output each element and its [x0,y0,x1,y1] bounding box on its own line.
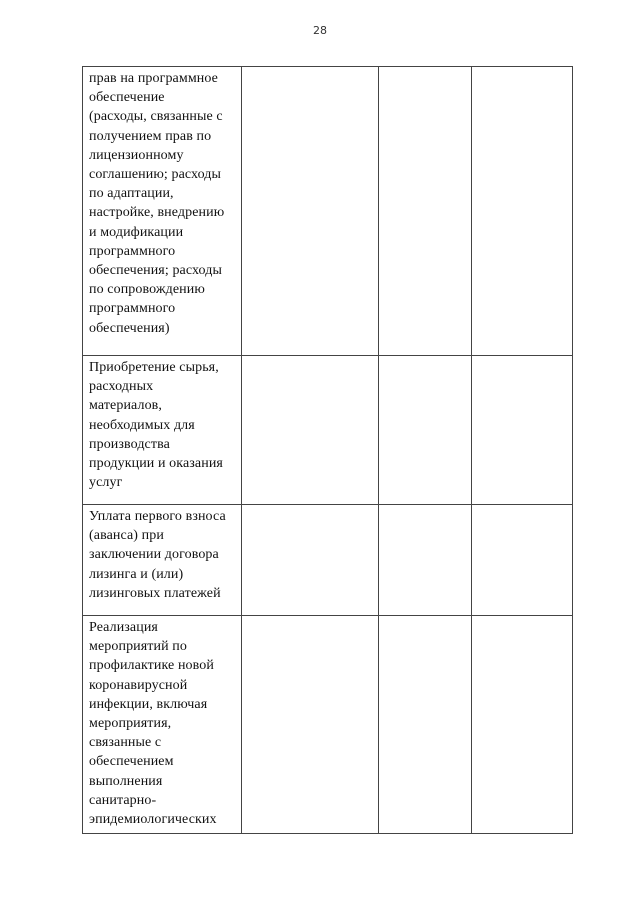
value-cell [242,67,379,356]
value-cell [472,356,573,505]
row-label: Реализация мероприятий по профилактике новой коронавирусной инфекции, включая мероприятия, связанные с обеспечением выполнения санитарно- эпидемиологических [89,620,217,828]
value-cell [472,616,573,834]
row-label-cell [83,67,242,356]
row-label: Приобретение сырья, расходных материалов, необходимых для производства продукции и оказания услуг [89,360,223,491]
page-number: 28 [313,24,327,37]
value-cell [379,356,472,505]
value-cell [472,67,573,356]
table-row [83,67,573,356]
table-row [83,616,573,834]
value-cell [242,505,379,616]
row-label-cell [83,505,242,616]
row-label-cell [83,356,242,505]
row-label: прав на программное обеспечение (расходы, связанные с получением прав по лицензионному соглашению; расходы по адаптации, настройке, внедрению и модификации программного обеспечения; расходы по сопровождению программного обеспечения) [89,71,225,336]
value-cell [379,616,472,834]
row-label-cell [83,616,242,834]
value-cell [379,505,472,616]
row-label: Уплата первого взноса (аванса) при заключении договора лизинга и (или) лизинговых платежей [89,509,226,601]
expense-table [82,66,573,834]
value-cell [242,356,379,505]
table-row [83,505,573,616]
value-cell [242,616,379,834]
table-row [83,356,573,505]
value-cell [472,505,573,616]
value-cell [379,67,472,356]
